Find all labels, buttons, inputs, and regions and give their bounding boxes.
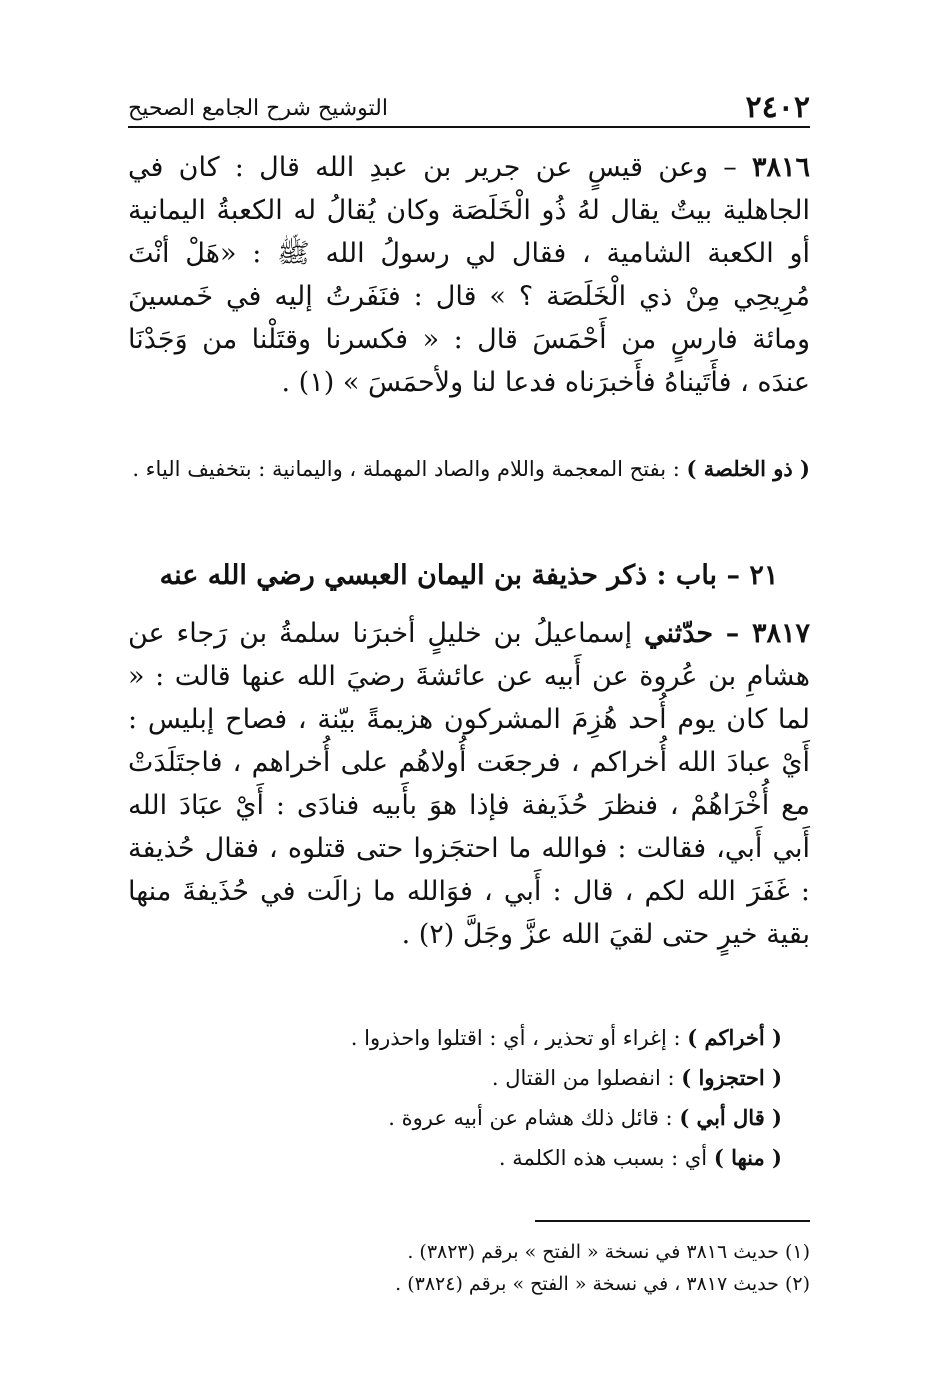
explanatory-note	[128, 452, 810, 486]
hadith-number: ٣٨١٧	[751, 618, 810, 649]
chapter-heading-block	[128, 556, 810, 596]
page-number: ٢٤٠٢	[745, 90, 810, 125]
gloss-item: ( أخراكم ) : إغراء أو تحذير ، أي : اقتلوا واحذروا .	[350, 1025, 782, 1050]
gloss-item: ( منها ) أي : بسبب هذه الكلمة .	[498, 1145, 782, 1170]
footnote-separator	[535, 1220, 810, 1222]
glossary	[128, 1018, 810, 1178]
running-title: التوشيح شرح الجامع الصحيح	[128, 96, 388, 121]
gloss-item: ( احتجزوا ) : انفصلوا من القتال .	[491, 1065, 782, 1090]
hadith-number: ٣٨١٦	[751, 152, 810, 183]
footnote: (٢) حديث ٣٨١٧ ، في نسخة « الفتح » برقم (٣٨٢٤) .	[395, 1273, 810, 1295]
footnote: (١) حديث ٣٨١٦ في نسخة « الفتح » برقم (٣٨٢٣) .	[407, 1241, 810, 1263]
gloss-item: ( قال أبي ) : قائل ذلك هشام عن أبيه عروة .	[388, 1105, 782, 1130]
chapter-heading: ٢١ – باب : ذكر حذيفة بن اليمان العبسي رضي الله عنه	[159, 560, 779, 591]
footnotes	[128, 1236, 810, 1300]
hadith-3817	[128, 612, 810, 956]
note-term: ( ذو الخلصة )	[686, 456, 810, 481]
page-header	[128, 86, 810, 128]
hadith-text: – وعن قيسٍ عن جرير بن عبدِ الله قال : كان في الجاهلية بيتٌ يقال لهُ ذُو الْخَلَصَة وكان يُقالُ له الكعبةُ اليمانية أو الكعبة الشامية ، فقال لي رسولُ الله ﷺ : «هَلْ أنْتَ مُرِيحِي مِنْ ذي الْخَلَصَة ؟ » قال : فنَفَرتُ إليه في خَمسينَ ومائة فارسٍ من أَحْمَسَ قال : « فكسرنا وقتَلْنا من وَجَدْنَا عندَه ، فأَتَيناهُ فأَخبرَناه فدعا لنا ولأحمَسَ » (١) .	[128, 152, 810, 398]
hadith-lead: – حدّثني	[644, 618, 752, 649]
hadith-3816	[128, 146, 810, 404]
note-text: : بفتح المعجمة واللام والصاد المهملة ، واليمانية : بتخفيف الياء .	[132, 457, 687, 481]
hadith-text: إسماعيلُ بن خليلٍ أخبرَنا سلمةُ بن رَجاء عن هشامِ بن عُروة عن أَبيه عن عائشةَ رضيَ الله عنها قالت : « لما كان يوم أُحد هُزِمَ المشركون هزيمةً بيّنة ، فصاح إبليس : أَيْ عبادَ الله أُخراكم ، فرجعَت أُولاهُم على أُخراهم ، فاجتَلَدَتْ مع أُخْرَاهُمْ ، فنظرَ حُذَيفة فإذا هوَ بأَبيه فنادَى : أَيْ عبَادَ الله أَبي أَبي، فقالت : فوالله ما احتجَزوا حتى قتلوه ، فقال حُذيفة : غَفَرَ الله لكم ، قال : أَبي ، فوَالله ما زالَت في حُذَيفةَ منها بقية خيرٍ حتى لقيَ الله عزَّ وجَلَّ (٢) .	[128, 618, 810, 950]
